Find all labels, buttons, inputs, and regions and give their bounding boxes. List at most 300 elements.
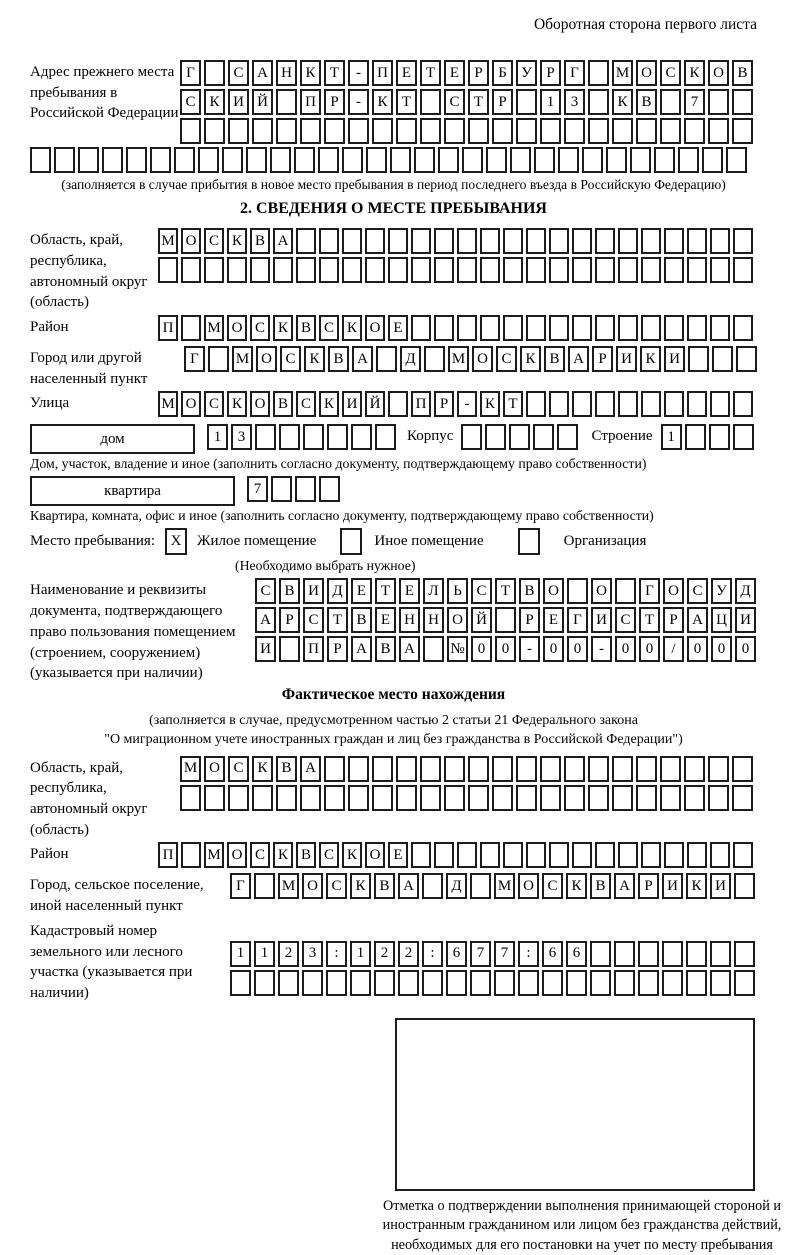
char-cell[interactable]: О: [708, 60, 729, 86]
char-cell[interactable]: [102, 147, 123, 173]
char-cell[interactable]: [638, 970, 659, 996]
char-cell[interactable]: [710, 257, 730, 283]
char-cell[interactable]: [180, 118, 201, 144]
char-cell[interactable]: [375, 424, 396, 450]
char-cell[interactable]: [444, 756, 465, 782]
char-cell[interactable]: Р: [492, 89, 513, 115]
char-cell[interactable]: В: [276, 756, 297, 782]
char-cell[interactable]: [494, 970, 515, 996]
char-cell[interactable]: К: [566, 873, 587, 899]
char-cell[interactable]: [732, 89, 753, 115]
char-cell[interactable]: Г: [639, 578, 660, 604]
char-cell[interactable]: [434, 315, 454, 341]
char-cell[interactable]: [434, 257, 454, 283]
char-cell[interactable]: А: [399, 636, 420, 662]
char-cell[interactable]: [526, 257, 546, 283]
char-cell[interactable]: [420, 89, 441, 115]
char-cell[interactable]: К: [227, 391, 247, 417]
char-cell[interactable]: [396, 785, 417, 811]
char-cell[interactable]: [342, 147, 363, 173]
char-cell[interactable]: 7: [470, 941, 491, 967]
char-cell[interactable]: [618, 391, 638, 417]
char-cell[interactable]: [709, 424, 730, 450]
char-cell[interactable]: 1: [254, 941, 275, 967]
char-cell[interactable]: 0: [495, 636, 516, 662]
char-cell[interactable]: 0: [543, 636, 564, 662]
char-cell[interactable]: [457, 315, 477, 341]
char-cell[interactable]: П: [303, 636, 324, 662]
char-cell[interactable]: :: [326, 941, 347, 967]
char-cell[interactable]: [486, 147, 507, 173]
char-cell[interactable]: [204, 257, 224, 283]
char-cell[interactable]: С: [444, 89, 465, 115]
char-cell[interactable]: Л: [423, 578, 444, 604]
char-cell[interactable]: [365, 257, 385, 283]
char-cell[interactable]: [276, 118, 297, 144]
char-cell[interactable]: [180, 785, 201, 811]
char-cell[interactable]: [734, 941, 755, 967]
char-cell[interactable]: [411, 257, 431, 283]
char-cell[interactable]: [612, 118, 633, 144]
char-cell[interactable]: [564, 756, 585, 782]
char-cell[interactable]: [204, 60, 225, 86]
char-cell[interactable]: [595, 257, 615, 283]
char-cell[interactable]: [542, 970, 563, 996]
char-cell[interactable]: [411, 228, 431, 254]
char-cell[interactable]: В: [279, 578, 300, 604]
char-cell[interactable]: Р: [638, 873, 659, 899]
char-cell[interactable]: 7: [494, 941, 515, 967]
char-cell[interactable]: В: [273, 391, 293, 417]
char-cell[interactable]: М: [204, 842, 224, 868]
char-cell[interactable]: О: [227, 842, 247, 868]
char-cell[interactable]: [365, 228, 385, 254]
char-cell[interactable]: [606, 147, 627, 173]
char-cell[interactable]: [296, 228, 316, 254]
char-cell[interactable]: С: [687, 578, 708, 604]
char-cell[interactable]: [687, 315, 707, 341]
char-cell[interactable]: [660, 118, 681, 144]
char-cell[interactable]: [540, 118, 561, 144]
char-cell[interactable]: [420, 756, 441, 782]
char-cell[interactable]: 1: [207, 424, 228, 450]
char-cell[interactable]: У: [516, 60, 537, 86]
char-cell[interactable]: Т: [468, 89, 489, 115]
stay-option-checkbox-other[interactable]: [340, 528, 362, 555]
char-cell[interactable]: [549, 842, 569, 868]
char-cell[interactable]: [572, 391, 592, 417]
char-cell[interactable]: [572, 842, 592, 868]
char-cell[interactable]: С: [296, 391, 316, 417]
char-cell[interactable]: [516, 89, 537, 115]
char-cell[interactable]: 7: [247, 476, 268, 502]
char-cell[interactable]: Р: [592, 346, 613, 372]
char-cell[interactable]: Т: [495, 578, 516, 604]
char-cell[interactable]: [319, 476, 340, 502]
stay-option-checkbox-residential[interactable]: X: [165, 528, 187, 555]
char-cell[interactable]: [710, 228, 730, 254]
char-cell[interactable]: С: [228, 60, 249, 86]
char-cell[interactable]: [595, 315, 615, 341]
char-cell[interactable]: Й: [365, 391, 385, 417]
char-cell[interactable]: [664, 842, 684, 868]
char-cell[interactable]: В: [732, 60, 753, 86]
char-cell[interactable]: [411, 842, 431, 868]
char-cell[interactable]: [567, 578, 588, 604]
char-cell[interactable]: [279, 636, 300, 662]
char-cell[interactable]: [734, 873, 755, 899]
char-cell[interactable]: [533, 424, 554, 450]
char-cell[interactable]: Д: [327, 578, 348, 604]
char-cell[interactable]: Е: [351, 578, 372, 604]
char-cell[interactable]: [526, 842, 546, 868]
char-cell[interactable]: [327, 424, 348, 450]
char-cell[interactable]: [348, 756, 369, 782]
char-cell[interactable]: [303, 424, 324, 450]
char-cell[interactable]: [492, 785, 513, 811]
char-cell[interactable]: [422, 970, 443, 996]
char-cell[interactable]: О: [663, 578, 684, 604]
char-cell[interactable]: [174, 147, 195, 173]
char-cell[interactable]: [372, 785, 393, 811]
char-cell[interactable]: [638, 941, 659, 967]
char-cell[interactable]: [222, 147, 243, 173]
char-cell[interactable]: [510, 147, 531, 173]
char-cell[interactable]: [687, 842, 707, 868]
char-cell[interactable]: А: [614, 873, 635, 899]
char-cell[interactable]: 0: [615, 636, 636, 662]
char-cell[interactable]: [572, 257, 592, 283]
char-cell[interactable]: [684, 785, 705, 811]
char-cell[interactable]: [686, 941, 707, 967]
char-cell[interactable]: [318, 147, 339, 173]
char-cell[interactable]: [300, 785, 321, 811]
char-cell[interactable]: О: [181, 228, 201, 254]
char-cell[interactable]: В: [590, 873, 611, 899]
char-cell[interactable]: [319, 257, 339, 283]
char-cell[interactable]: [252, 785, 273, 811]
char-cell[interactable]: П: [158, 315, 178, 341]
char-cell[interactable]: [276, 89, 297, 115]
char-cell[interactable]: [434, 228, 454, 254]
char-cell[interactable]: О: [447, 607, 468, 633]
char-cell[interactable]: [468, 756, 489, 782]
char-cell[interactable]: С: [250, 842, 270, 868]
char-cell[interactable]: В: [375, 636, 396, 662]
char-cell[interactable]: [396, 118, 417, 144]
char-cell[interactable]: [686, 970, 707, 996]
char-cell[interactable]: [228, 785, 249, 811]
char-cell[interactable]: 2: [278, 941, 299, 967]
char-cell[interactable]: [590, 941, 611, 967]
char-cell[interactable]: [618, 257, 638, 283]
char-cell[interactable]: А: [252, 60, 273, 86]
char-cell[interactable]: С: [228, 756, 249, 782]
char-cell[interactable]: В: [519, 578, 540, 604]
char-cell[interactable]: Т: [420, 60, 441, 86]
char-cell[interactable]: [278, 970, 299, 996]
char-cell[interactable]: Е: [388, 315, 408, 341]
char-cell[interactable]: [660, 89, 681, 115]
char-cell[interactable]: [654, 147, 675, 173]
char-cell[interactable]: С: [204, 391, 224, 417]
char-cell[interactable]: Г: [180, 60, 201, 86]
char-cell[interactable]: [557, 424, 578, 450]
char-cell[interactable]: [572, 228, 592, 254]
char-cell[interactable]: Р: [663, 607, 684, 633]
char-cell[interactable]: [534, 147, 555, 173]
char-cell[interactable]: [549, 315, 569, 341]
char-cell[interactable]: Н: [399, 607, 420, 633]
char-cell[interactable]: М: [204, 315, 224, 341]
char-cell[interactable]: К: [342, 315, 362, 341]
char-cell[interactable]: [372, 118, 393, 144]
char-cell[interactable]: М: [612, 60, 633, 86]
char-cell[interactable]: 0: [639, 636, 660, 662]
char-cell[interactable]: [618, 315, 638, 341]
char-cell[interactable]: С: [303, 607, 324, 633]
char-cell[interactable]: [630, 147, 651, 173]
char-cell[interactable]: [342, 257, 362, 283]
char-cell[interactable]: [302, 970, 323, 996]
char-cell[interactable]: [734, 970, 755, 996]
char-cell[interactable]: Р: [434, 391, 454, 417]
char-cell[interactable]: 3: [231, 424, 252, 450]
char-cell[interactable]: [710, 970, 731, 996]
char-cell[interactable]: Т: [324, 60, 345, 86]
char-cell[interactable]: 6: [446, 941, 467, 967]
char-cell[interactable]: 2: [374, 941, 395, 967]
char-cell[interactable]: 0: [471, 636, 492, 662]
char-cell[interactable]: 0: [711, 636, 732, 662]
char-cell[interactable]: К: [273, 315, 293, 341]
char-cell[interactable]: [572, 315, 592, 341]
char-cell[interactable]: [503, 315, 523, 341]
char-cell[interactable]: [485, 424, 506, 450]
char-cell[interactable]: [444, 118, 465, 144]
char-cell[interactable]: [227, 257, 247, 283]
char-cell[interactable]: О: [227, 315, 247, 341]
char-cell[interactable]: К: [300, 60, 321, 86]
char-cell[interactable]: [732, 756, 753, 782]
char-cell[interactable]: И: [303, 578, 324, 604]
char-cell[interactable]: [446, 970, 467, 996]
char-cell[interactable]: [710, 941, 731, 967]
char-cell[interactable]: [588, 756, 609, 782]
char-cell[interactable]: Е: [396, 60, 417, 86]
char-cell[interactable]: [457, 842, 477, 868]
char-cell[interactable]: И: [342, 391, 362, 417]
char-cell[interactable]: [687, 391, 707, 417]
char-cell[interactable]: [468, 785, 489, 811]
char-cell[interactable]: К: [273, 842, 293, 868]
char-cell[interactable]: [662, 941, 683, 967]
char-cell[interactable]: [420, 785, 441, 811]
char-cell[interactable]: [480, 257, 500, 283]
char-cell[interactable]: 0: [735, 636, 756, 662]
char-cell[interactable]: №: [447, 636, 468, 662]
char-cell[interactable]: М: [180, 756, 201, 782]
char-cell[interactable]: О: [365, 315, 385, 341]
char-cell[interactable]: К: [640, 346, 661, 372]
char-cell[interactable]: [684, 756, 705, 782]
char-cell[interactable]: [470, 873, 491, 899]
char-cell[interactable]: К: [350, 873, 371, 899]
char-cell[interactable]: [324, 756, 345, 782]
char-cell[interactable]: [204, 118, 225, 144]
char-cell[interactable]: [540, 785, 561, 811]
stay-option-checkbox-organization[interactable]: [518, 528, 540, 555]
char-cell[interactable]: [208, 346, 229, 372]
char-cell[interactable]: 0: [567, 636, 588, 662]
char-cell[interactable]: О: [365, 842, 385, 868]
char-cell[interactable]: [595, 391, 615, 417]
char-cell[interactable]: Н: [423, 607, 444, 633]
char-cell[interactable]: [612, 785, 633, 811]
char-cell[interactable]: 6: [566, 941, 587, 967]
char-cell[interactable]: [388, 228, 408, 254]
char-cell[interactable]: [558, 147, 579, 173]
char-cell[interactable]: [319, 228, 339, 254]
char-cell[interactable]: Т: [396, 89, 417, 115]
char-cell[interactable]: [342, 228, 362, 254]
char-cell[interactable]: [276, 785, 297, 811]
char-cell[interactable]: 1: [230, 941, 251, 967]
char-cell[interactable]: П: [300, 89, 321, 115]
char-cell[interactable]: [158, 257, 178, 283]
char-cell[interactable]: [590, 970, 611, 996]
char-cell[interactable]: [350, 970, 371, 996]
char-cell[interactable]: [181, 257, 201, 283]
char-cell[interactable]: И: [228, 89, 249, 115]
char-cell[interactable]: [250, 257, 270, 283]
char-cell[interactable]: [376, 346, 397, 372]
char-cell[interactable]: Й: [252, 89, 273, 115]
char-cell[interactable]: Е: [444, 60, 465, 86]
char-cell[interactable]: [662, 970, 683, 996]
char-cell[interactable]: [636, 756, 657, 782]
char-cell[interactable]: [708, 89, 729, 115]
char-cell[interactable]: -: [457, 391, 477, 417]
char-cell[interactable]: [685, 424, 706, 450]
char-cell[interactable]: [566, 970, 587, 996]
char-cell[interactable]: Б: [492, 60, 513, 86]
char-cell[interactable]: [588, 60, 609, 86]
char-cell[interactable]: -: [591, 636, 612, 662]
char-cell[interactable]: О: [302, 873, 323, 899]
char-cell[interactable]: И: [255, 636, 276, 662]
char-cell[interactable]: [595, 228, 615, 254]
char-cell[interactable]: А: [398, 873, 419, 899]
char-cell[interactable]: 3: [302, 941, 323, 967]
char-cell[interactable]: [636, 785, 657, 811]
char-cell[interactable]: [388, 257, 408, 283]
char-cell[interactable]: О: [256, 346, 277, 372]
char-cell[interactable]: -: [348, 89, 369, 115]
char-cell[interactable]: [348, 118, 369, 144]
char-cell[interactable]: [708, 756, 729, 782]
char-cell[interactable]: [461, 424, 482, 450]
char-cell[interactable]: Г: [567, 607, 588, 633]
char-cell[interactable]: А: [351, 636, 372, 662]
char-cell[interactable]: Р: [519, 607, 540, 633]
char-cell[interactable]: [614, 970, 635, 996]
char-cell[interactable]: В: [374, 873, 395, 899]
char-cell[interactable]: [549, 257, 569, 283]
char-cell[interactable]: [181, 842, 201, 868]
char-cell[interactable]: [710, 315, 730, 341]
char-cell[interactable]: М: [448, 346, 469, 372]
char-cell[interactable]: М: [494, 873, 515, 899]
char-cell[interactable]: В: [296, 315, 316, 341]
char-cell[interactable]: [411, 315, 431, 341]
char-cell[interactable]: М: [232, 346, 253, 372]
char-cell[interactable]: К: [372, 89, 393, 115]
char-cell[interactable]: О: [591, 578, 612, 604]
char-cell[interactable]: Д: [446, 873, 467, 899]
char-cell[interactable]: С: [180, 89, 201, 115]
char-cell[interactable]: 1: [661, 424, 682, 450]
char-cell[interactable]: К: [319, 391, 339, 417]
char-cell[interactable]: Т: [639, 607, 660, 633]
char-cell[interactable]: О: [543, 578, 564, 604]
char-cell[interactable]: [326, 970, 347, 996]
char-cell[interactable]: [181, 315, 201, 341]
char-cell[interactable]: [150, 147, 171, 173]
char-cell[interactable]: Г: [564, 60, 585, 86]
char-cell[interactable]: [324, 785, 345, 811]
char-cell[interactable]: В: [296, 842, 316, 868]
char-cell[interactable]: [457, 257, 477, 283]
char-cell[interactable]: Н: [276, 60, 297, 86]
char-cell[interactable]: [516, 756, 537, 782]
char-cell[interactable]: [687, 228, 707, 254]
char-cell[interactable]: С: [496, 346, 517, 372]
char-cell[interactable]: [710, 842, 730, 868]
char-cell[interactable]: М: [158, 391, 178, 417]
char-cell[interactable]: [271, 476, 292, 502]
char-cell[interactable]: Г: [184, 346, 205, 372]
char-cell[interactable]: Д: [400, 346, 421, 372]
char-cell[interactable]: И: [616, 346, 637, 372]
char-cell[interactable]: П: [158, 842, 178, 868]
char-cell[interactable]: [687, 257, 707, 283]
char-cell[interactable]: Т: [503, 391, 523, 417]
char-cell[interactable]: С: [471, 578, 492, 604]
char-cell[interactable]: У: [711, 578, 732, 604]
char-cell[interactable]: К: [686, 873, 707, 899]
char-cell[interactable]: С: [542, 873, 563, 899]
char-cell[interactable]: К: [204, 89, 225, 115]
char-cell[interactable]: [492, 118, 513, 144]
char-cell[interactable]: [664, 315, 684, 341]
char-cell[interactable]: [295, 476, 316, 502]
char-cell[interactable]: А: [255, 607, 276, 633]
char-cell[interactable]: [641, 391, 661, 417]
char-cell[interactable]: [434, 842, 454, 868]
char-cell[interactable]: С: [319, 315, 339, 341]
char-cell[interactable]: [614, 941, 635, 967]
char-cell[interactable]: [733, 424, 754, 450]
char-cell[interactable]: [564, 785, 585, 811]
char-cell[interactable]: [492, 756, 513, 782]
char-cell[interactable]: А: [273, 228, 293, 254]
char-cell[interactable]: С: [615, 607, 636, 633]
char-cell[interactable]: [618, 842, 638, 868]
char-cell[interactable]: [664, 391, 684, 417]
char-cell[interactable]: [615, 578, 636, 604]
char-cell[interactable]: [733, 228, 753, 254]
